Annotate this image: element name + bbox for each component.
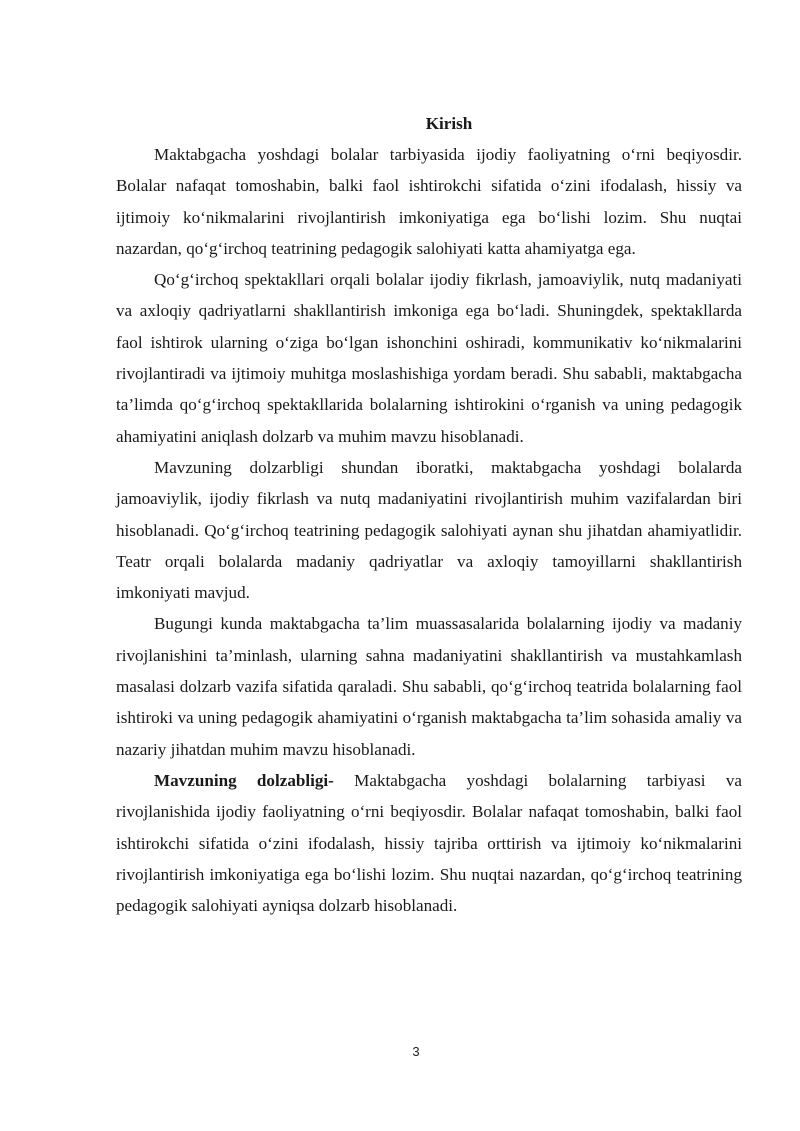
- paragraph: Mavzuning dolzarbligi shundan iboratki, maktabgacha yoshdagi bolalarda jamoaviylik, ijodiy fikrlash va nutq madaniyatini rivojlantirish muhim vazifalardan biri hisoblanadi. Qo‘g‘irchoq teatrining pedagogik salohiyati aynan shu jihatdan ahamiyatlidir. Teatr orqali bolalarda madaniy qadriyatlar va axloqiy tamoyillarni shakllantirish imkoniyati mavjud.: [116, 457, 742, 603]
- relevance-text: Maktabgacha yoshdagi bolalarning tarbiyasi va rivojlanishida ijodiy faoliyatning o‘rni beqiyosdir. Bolalar nafaqat tomoshabin, balki faol ishtirokchi sifatida o‘zini ifodalash, hissiy tajriba orttirish va ijtimoiy ko‘nikmalarini rivojlantirish imkoniyatiga ega bo‘lishi lozim. Shu nuqtai nazardan, qo‘g‘irchoq teatrining pedagogik salohiyati ayniqsa dolzarb hisoblanadi.: [116, 770, 742, 916]
- paragraph-relevance: [116, 765, 742, 921]
- paragraph: Maktabgacha yoshdagi bolalar tarbiyasida ijodiy faoliyatning o‘rni beqiyosdir. Bolalar nafaqat tomoshabin, balki faol ishtirokchi sifatida o‘zini ifodalash, hissiy va ijtimoiy ko‘nikmalarini rivojlantirish imkoniyatiga ega bo‘lishi lozim. Shu nuqtai nazardan, qo‘g‘irchoq teatrining pedagogik salohiyati katta ahamiyatga ega.: [116, 145, 742, 258]
- paragraph: Qo‘g‘irchoq spektakllari orqali bolalar ijodiy fikrlash, jamoaviylik, nutq madaniyati va axloqiy qadriyatlarni shakllantirish imkoniga ega bo‘ladi. Shuningdek, spektakllarda faol ishtirok ularning o‘ziga bo‘lgan ishonchini oshiradi, kommunikativ ko‘nikmalarini rivojlantiradi va ijtimoiy muhitga moslashishiga yordam beradi. Shu sababli, maktabgacha ta’limda qo‘g‘irchoq spektakllarida bolalarning ishtirokini o‘rganish va uning pedagogik ahamiyatini aniqlash dolzarb va muhim mavzu hisoblanadi.: [116, 270, 742, 446]
- paragraph: Bugungi kunda maktabgacha ta’lim muassasalarida bolalarning ijodiy va madaniy rivojlanishini ta’minlash, ularning sahna madaniyatini shakllantirish va mustahkamlash masalasi dolzarb vazifa sifatida qaraladi. Shu sababli, qo‘g‘irchoq teatrida bolalarning faol ishtiroki va uning pedagogik ahamiyatini o‘rganish maktabgacha ta’lim sohasida amaliy va nazariy jihatdan muhim mavzu hisoblanadi.: [116, 614, 742, 759]
- page-body: [116, 108, 742, 921]
- section-title: Kirish: [425, 114, 473, 133]
- relevance-lead: Mavzuning dolzabligi-: [154, 770, 334, 790]
- page-number: 3: [412, 1044, 420, 1059]
